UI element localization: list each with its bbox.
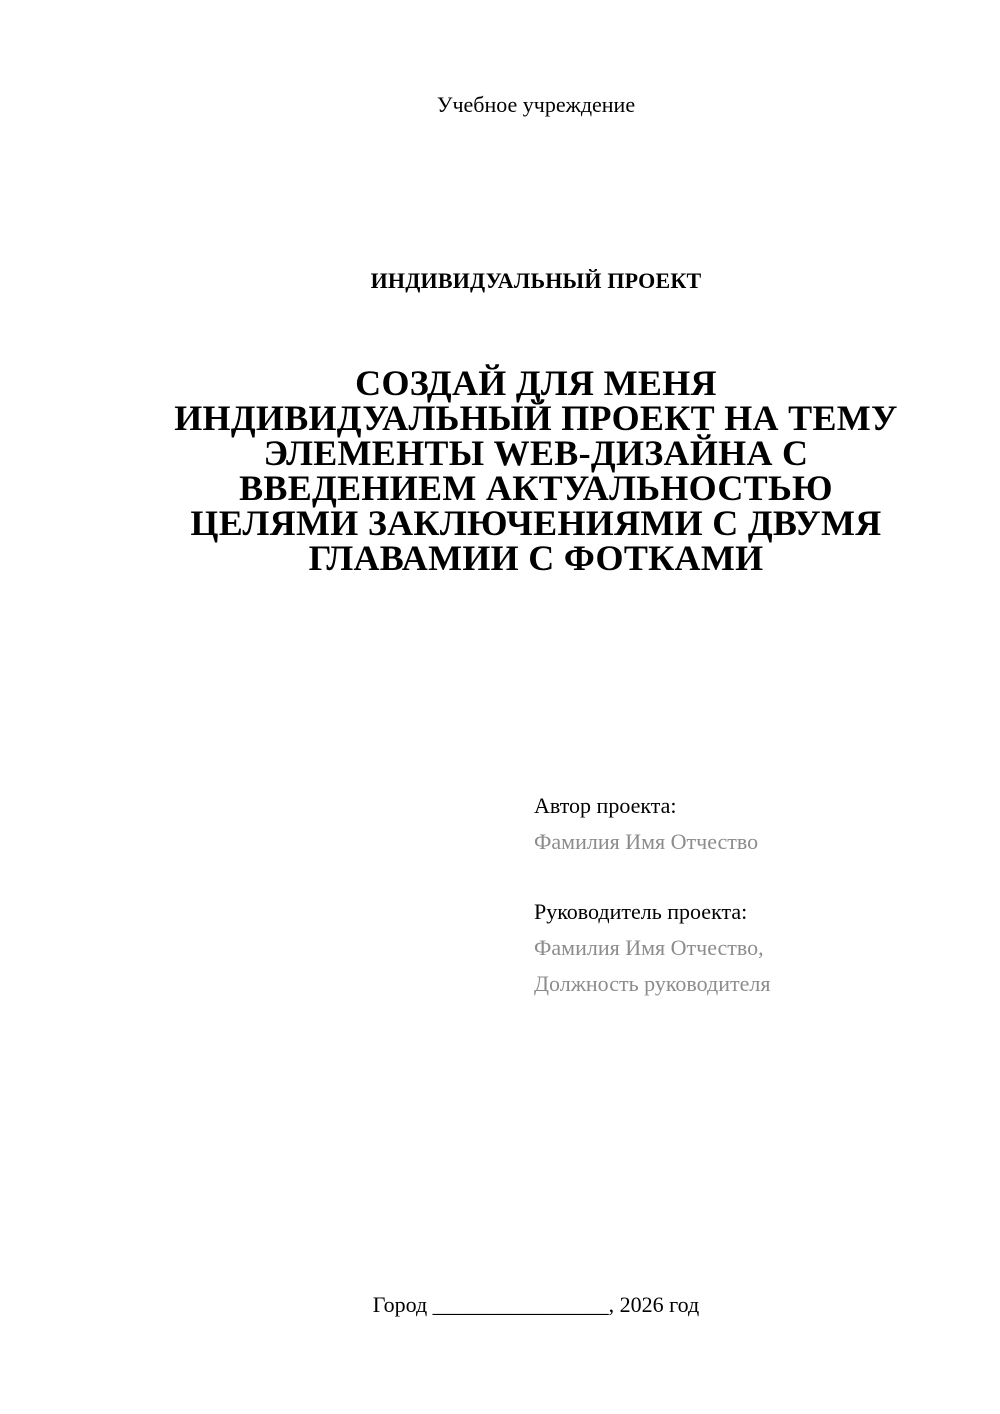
project-title-line: ВВЕДЕНИЕМ АКТУАЛЬНОСТЬЮ <box>239 468 833 508</box>
project-title-line: ЭЛЕМЕНТЫ WEB-ДИЗАЙНА С <box>263 433 809 473</box>
project-title <box>120 363 952 578</box>
author-name: Фамилия Имя Отчество <box>534 829 759 854</box>
project-title-line: ИНДИВИДУАЛЬНЫЙ ПРОЕКТ НА ТЕМУ <box>174 398 898 438</box>
project-title-line: СОЗДАЙ ДЛЯ МЕНЯ <box>355 363 717 403</box>
supervisor-label: Руководитель проекта: <box>534 899 748 924</box>
institution-name: Учебное учреждение <box>436 92 636 117</box>
project-type-heading: ИНДИВИДУАЛЬНЫЙ ПРОЕКТ <box>370 268 702 293</box>
project-title-line: ЦЕЛЯМИ ЗАКЛЮЧЕНИЯМИ С ДВУМЯ <box>190 503 882 543</box>
author-label: Автор проекта: <box>534 793 677 818</box>
credits-spacer <box>534 860 974 894</box>
supervisor-position: Должность руководителя <box>534 971 771 996</box>
credits-block <box>534 788 974 1002</box>
city-year-line: Город ________________, 2026 год <box>372 1292 700 1317</box>
supervisor-name: Фамилия Имя Отчество, <box>534 935 764 960</box>
project-title-line: ГЛАВАМИИ С ФОТКАМИ <box>308 538 764 578</box>
